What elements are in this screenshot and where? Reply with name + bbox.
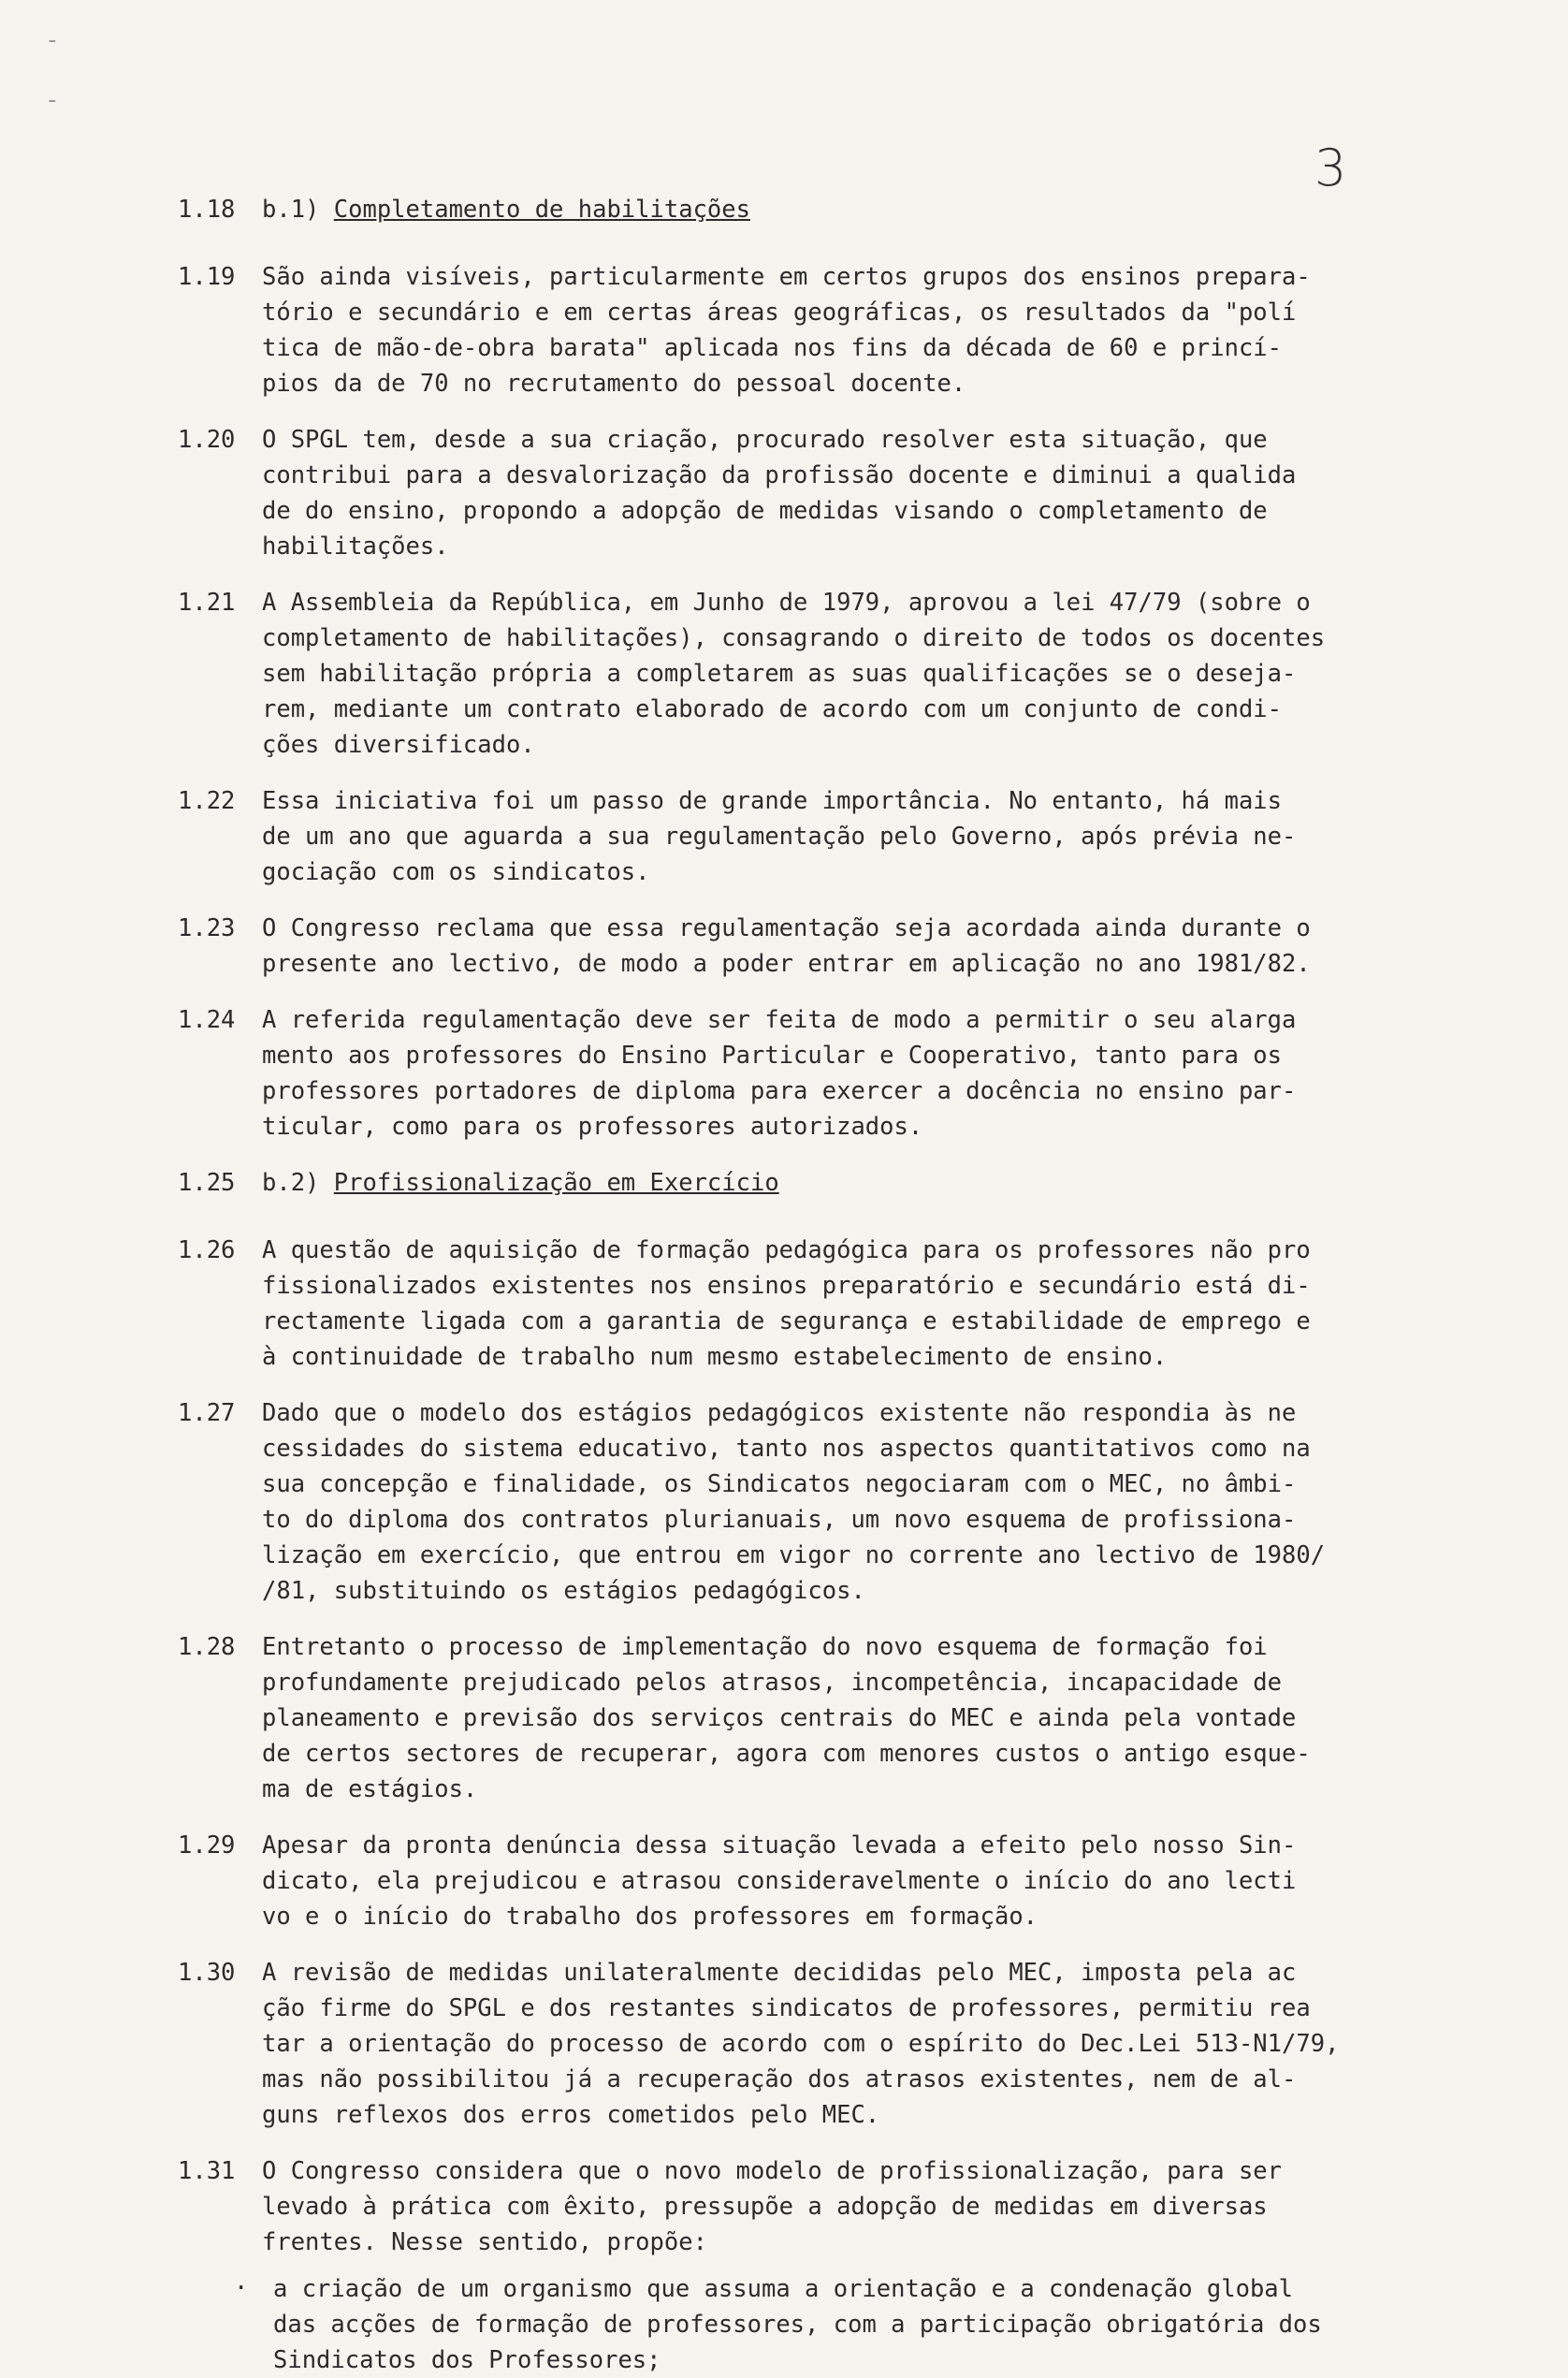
- paragraph-text: A referida regulamentação deve ser feita de modo a permitir o seu alarga mento aos professores do Ensino Particular e Cooperativo, tanto para os professores portadores de diploma para exercer a docência no ensino par- ticular, como para os professores autorizados.: [262, 1006, 1297, 1141]
- paragraph-text: Essa iniciativa foi um passo de grande importância. No entanto, há mais de um ano que aguarda a sua regulamentação pelo Governo, após prévia ne- gociação com os sindicatos.: [262, 787, 1297, 886]
- paragraph-text: O Congresso considera que o novo modelo de profissionalização, para ser levado à prática com êxito, pressupõe a adopção de medidas em diversas frentes. Nesse sentido, propõe:: [262, 2157, 1283, 2256]
- paragraph-text: Apesar da pronta denúncia dessa situação levada a efeito pelo nosso Sin- dicato, ela prejudicou e atrasou consideravelmente o início do ano lecti vo e o início do trabalho dos professores em formação.: [262, 1831, 1297, 1931]
- heading-prefix: b.2): [262, 1169, 334, 1197]
- heading-number: 1.25: [178, 1169, 236, 1197]
- paragraph-number: 1.20: [178, 426, 236, 454]
- paragraph-number: 1.22: [178, 787, 236, 815]
- paragraph-number: 1.21: [178, 589, 236, 617]
- paragraph: [178, 422, 1431, 564]
- paragraph-number: 1.31: [178, 2157, 236, 2185]
- bullet-item: . a criação de um organismo que assuma a orientação e a condenação global das acções de formação de professores, com a participação obrigatória dos Sindicatos dos Professores;: [273, 2271, 1431, 2378]
- paragraph-number: 1.29: [178, 1831, 236, 1860]
- paragraph: [178, 783, 1431, 890]
- paragraph: [178, 1233, 1431, 1375]
- margin-mark: -: [45, 26, 60, 54]
- paragraph: [178, 1395, 1431, 1609]
- paragraph: [178, 1002, 1431, 1145]
- section-heading-1: [178, 192, 1431, 227]
- paragraph-text: Entretanto o processo de implementação do novo esquema de formação foi profundamente prejudicado pelos atrasos, incompetência, incapacidade de planeamento e previsão dos serviços centrais do MEC e ainda pela vontade de certos sectores de recuperar, agora com menores custos o antigo esque- ma de estágios.: [262, 1633, 1311, 1803]
- paragraph: [178, 1828, 1431, 1934]
- document-body: [178, 192, 1431, 2378]
- paragraph: [178, 1955, 1431, 2133]
- margin-mark: -: [45, 86, 60, 114]
- paragraph-text: A revisão de medidas unilateralmente decididas pelo MEC, imposta pela ac ção firme do SPGL e dos restantes sindicatos de professores, permitiu rea tar a orientação do processo de acordo com o espírito do Dec.Lei 513-N1/79, mas não possibilitou já a recuperação dos atrasos existentes, nem de al- guns reflexos dos erros cometidos pelo MEC.: [262, 1959, 1340, 2129]
- paragraph-number: 1.26: [178, 1236, 236, 1264]
- paragraph-text: O SPGL tem, desde a sua criação, procurado resolver esta situação, que contribui para a desvalorização da profissão docente e diminui a qualida de do ensino, propondo a adopção de medidas visando o completamento de habilitações.: [262, 426, 1297, 561]
- paragraph-number: 1.28: [178, 1633, 236, 1661]
- paragraph-number: 1.19: [178, 263, 236, 291]
- heading-title: Profissionalização em Exercício: [333, 1169, 779, 1197]
- paragraph: [178, 585, 1431, 763]
- paragraph-text: A Assembleia da República, em Junho de 1979, aprovou a lei 47/79 (sobre o completamento de habilitações), consagrando o direito de todos os docentes sem habilitação própria a completarem as suas qualificações se o deseja- rem, mediante um contrato elaborado de acordo com um conjunto de condi- ções diversificado.: [262, 589, 1326, 759]
- heading-title: Completamento de habilitações: [333, 196, 750, 224]
- paragraph-number: 1.30: [178, 1959, 236, 1987]
- page-number: 3: [1314, 139, 1347, 197]
- paragraph-number: 1.27: [178, 1399, 236, 1427]
- paragraph-text: Dado que o modelo dos estágios pedagógicos existente não respondia às ne cessidades do sistema educativo, tanto nos aspectos quantitativos como na sua concepção e finalidade, os Sindicatos negociaram com o MEC, no âmbi- to do diploma dos contratos plurianuais, um novo esquema de profissiona- lização em exercício, que entrou em vigor no corrente ano lectivo de 1980/ /81, substituindo os estágios pedagógicos.: [262, 1399, 1326, 1605]
- paragraph: [178, 1629, 1431, 1807]
- paragraph-text: São ainda visíveis, particularmente em certos grupos dos ensinos prepara- tório e secundário e em certas áreas geográficas, os resultados da "polí tica de mão-de-obra barata" aplicada nos fins da década de 60 e princí- pios da de 70 no recrutamento do pessoal docente.: [262, 263, 1311, 398]
- paragraph-text: A questão de aquisição de formação pedagógica para os professores não pro fissionalizados existentes nos ensinos preparatório e secundário está di- rectamente ligada com a garantia de segurança e estabilidade de emprego e à continuidade de trabalho num mesmo estabelecimento de ensino.: [262, 1236, 1311, 1371]
- paragraph-text: O Congresso reclama que essa regulamentação seja acordada ainda durante o presente ano lectivo, de modo a poder entrar em aplicação no ano 1981/82.: [262, 914, 1311, 978]
- heading-number: 1.18: [178, 196, 236, 224]
- paragraph: [178, 911, 1431, 982]
- paragraph: [178, 259, 1431, 401]
- paragraph-number: 1.24: [178, 1006, 236, 1034]
- section-heading-2: [178, 1165, 1431, 1201]
- paragraph: [178, 2153, 1431, 2260]
- paragraph-number: 1.23: [178, 914, 236, 942]
- heading-prefix: b.1): [262, 196, 334, 224]
